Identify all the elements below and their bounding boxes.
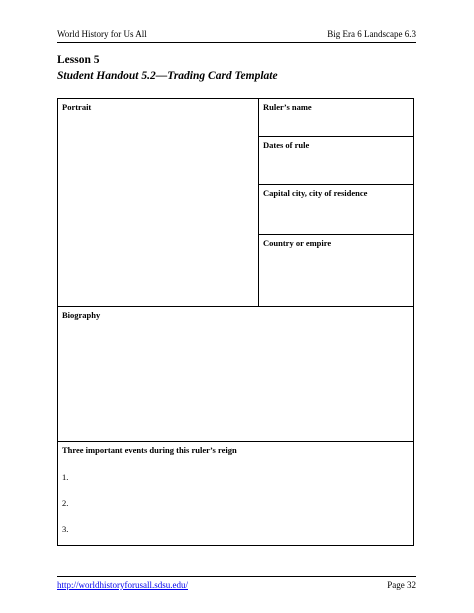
lesson-heading: Lesson 5 <box>57 54 100 66</box>
portrait-label: Portrait <box>62 102 92 112</box>
biography-box <box>58 306 414 441</box>
header-landscape-label: Big Era 6 Landscape 6.3 <box>327 29 416 39</box>
events-box <box>58 441 414 546</box>
country-or-empire-label: Country or empire <box>263 238 332 248</box>
events-heading: Three important events during this ruler’s reign <box>62 445 237 455</box>
dates-of-rule-box <box>259 137 414 185</box>
portrait-box <box>58 99 259 306</box>
page-header <box>57 28 416 43</box>
biography-label: Biography <box>62 310 101 320</box>
handout-title: Student Handout 5.2—Trading Card Template <box>57 70 278 82</box>
rulers-name-box <box>259 99 414 137</box>
page-number: Page 32 <box>387 580 416 590</box>
event-number-2: 2. <box>62 498 69 508</box>
footer-url-link[interactable]: http://worldhistoryforusall.sdsu.edu/ <box>57 580 188 590</box>
header-series-title: World History for Us All <box>57 29 147 39</box>
dates-of-rule-label: Dates of rule <box>263 140 310 150</box>
event-number-1: 1. <box>62 472 69 482</box>
event-number-3: 3. <box>62 524 69 534</box>
page-footer <box>57 576 416 591</box>
capital-city-label: Capital city, city of residence <box>263 188 368 198</box>
trading-card-template <box>57 98 414 546</box>
rulers-name-label: Ruler’s name <box>263 102 312 112</box>
capital-city-box <box>259 185 414 235</box>
country-or-empire-box <box>259 235 414 306</box>
